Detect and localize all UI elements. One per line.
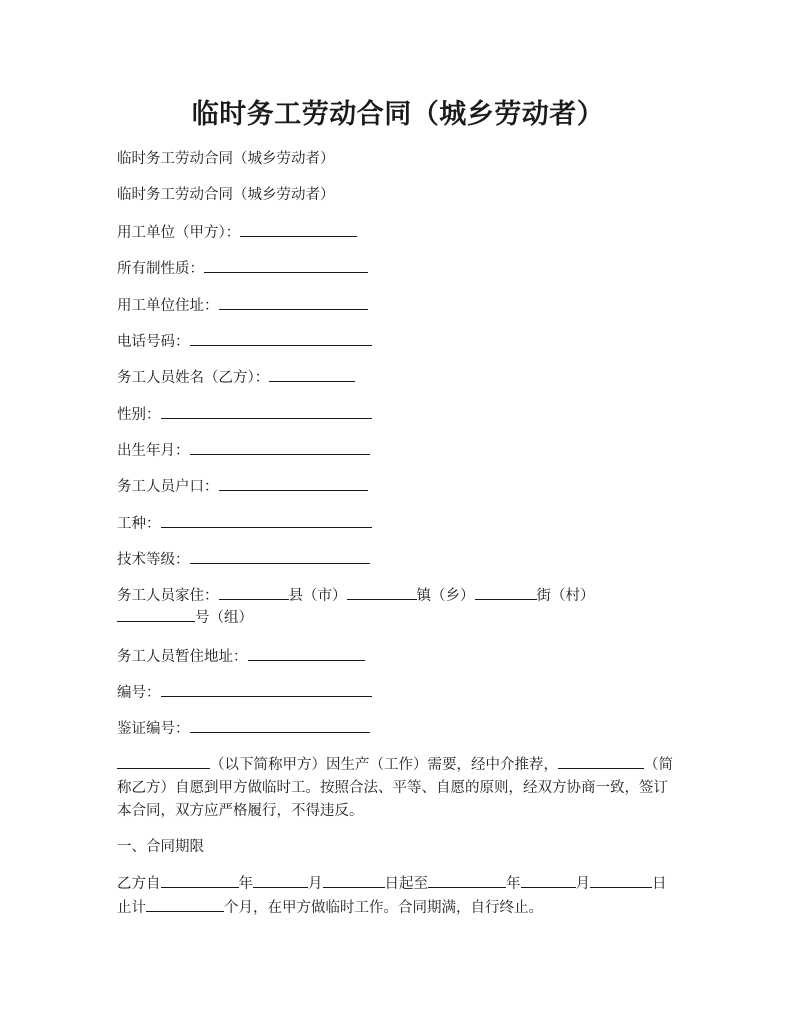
temp-address-blank[interactable]: [248, 645, 365, 661]
term-text: 个月，在甲方做临时工作。合同期满，自行终止。: [224, 900, 543, 916]
field-skill-level: [117, 548, 370, 571]
field-label: 工种：: [117, 516, 161, 532]
field-label: 务工人员暂住地址：: [117, 649, 248, 665]
start-year-blank[interactable]: [161, 872, 239, 888]
party-b-blank[interactable]: [558, 753, 644, 769]
gender-blank[interactable]: [161, 403, 372, 419]
party-a-blank[interactable]: [117, 753, 210, 769]
subtitle-line: 临时务工劳动合同（城乡劳动者）: [117, 187, 335, 203]
term-text: 年: [238, 876, 253, 892]
field-home-number: [117, 606, 253, 629]
field-label: 性别：: [117, 407, 161, 423]
term-text: 乙方自: [117, 876, 161, 892]
field-label: 鉴证编号：: [117, 721, 190, 737]
intro-paragraph: [117, 753, 679, 823]
number-label: 号（组）: [195, 610, 253, 626]
street-label: 街（村）: [536, 588, 595, 604]
county-label: 县（市）: [288, 588, 347, 604]
term-text: 年: [506, 876, 521, 892]
field-phone: [117, 330, 372, 353]
intro-text-2: （简称乙方）自愿到甲方做临时工。按照合法、平等、自愿的原则，经双方协商一致，签订本合同，双方应严格履行，不得违反。: [117, 757, 673, 819]
field-label: 务工人员姓名（乙方）：: [117, 370, 270, 386]
term-text: 月: [575, 876, 590, 892]
household-blank[interactable]: [219, 475, 368, 491]
subtitle-line: 临时务工劳动合同（城乡劳动者）: [117, 151, 335, 167]
field-label: 务工人员家住：: [117, 588, 219, 604]
field-serial: [117, 681, 372, 704]
section-heading: 一、合同期限: [117, 839, 204, 855]
field-verification: [117, 717, 370, 740]
field-label: 出生年月：: [117, 443, 190, 459]
town-label: 镇（乡）: [416, 588, 475, 604]
end-month-blank[interactable]: [521, 872, 576, 888]
skill-level-blank[interactable]: [190, 548, 370, 564]
verification-blank[interactable]: [190, 717, 370, 733]
serial-blank[interactable]: [161, 681, 372, 697]
field-label: 技术等级：: [117, 552, 190, 568]
term-text: 月: [308, 876, 323, 892]
county-blank[interactable]: [219, 584, 289, 600]
field-label: 用工单位（甲方）：: [117, 225, 241, 241]
street-blank[interactable]: [475, 584, 537, 600]
field-label: 电话号码：: [117, 334, 190, 350]
term-paragraph: [117, 872, 679, 920]
field-home: [117, 584, 595, 607]
field-ownership: [117, 257, 368, 280]
town-blank[interactable]: [347, 584, 417, 600]
worker-name-blank[interactable]: [269, 366, 355, 382]
ownership-blank[interactable]: [204, 257, 368, 273]
field-worker-name: [117, 366, 355, 389]
employer-address-blank[interactable]: [219, 294, 368, 310]
employer-blank[interactable]: [240, 221, 357, 237]
birth-blank[interactable]: [190, 439, 370, 455]
term-text: 日: [652, 876, 667, 892]
term-text: 日起至: [384, 876, 428, 892]
phone-blank[interactable]: [190, 330, 372, 346]
intro-text-1: （以下简称甲方）因生产（工作）需要，经中介推荐，: [210, 757, 558, 773]
field-employer: [117, 221, 357, 244]
field-label: 编号：: [117, 685, 161, 701]
start-month-blank[interactable]: [253, 872, 308, 888]
end-year-blank[interactable]: [428, 872, 506, 888]
months-blank[interactable]: [146, 896, 224, 912]
field-label: 所有制性质：: [117, 261, 204, 277]
start-day-blank[interactable]: [323, 872, 385, 888]
field-job-type: [117, 512, 372, 535]
field-birth: [117, 439, 370, 462]
end-day-blank[interactable]: [590, 872, 652, 888]
term-text: 止计: [117, 900, 146, 916]
field-employer-address: [117, 294, 368, 317]
number-blank[interactable]: [117, 606, 195, 622]
field-label: 用工单位住址：: [117, 298, 219, 314]
job-type-blank[interactable]: [161, 512, 372, 528]
field-household: [117, 475, 368, 498]
field-label: 务工人员户口：: [117, 479, 219, 495]
page-title: 临时务工劳动合同（城乡劳动者）: [191, 99, 605, 130]
field-gender: [117, 403, 372, 426]
field-temp-address: [117, 645, 365, 668]
